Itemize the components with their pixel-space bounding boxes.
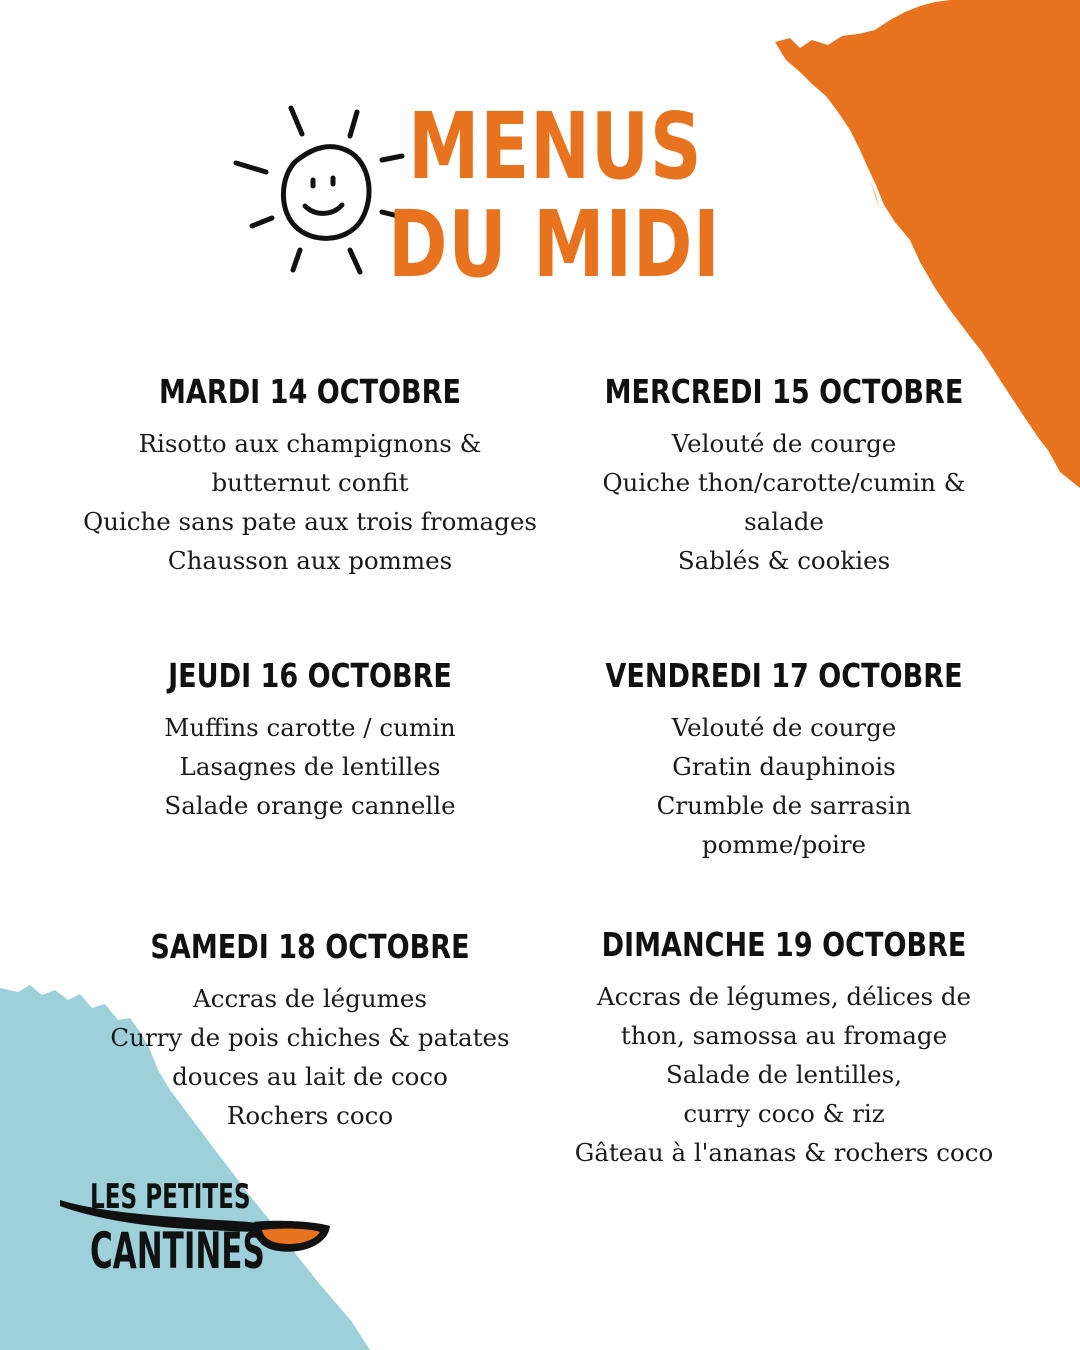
dish-list (60, 424, 560, 580)
day-title: MARDI 14 OCTOBRE (158, 372, 462, 411)
dish-item: Quiche thon/carotte/cumin & (602, 468, 966, 497)
dish-item: Muffins carotte / cumin (164, 713, 456, 742)
dish-list (60, 708, 560, 825)
les-petites-cantines-logo (58, 1176, 348, 1286)
day-title: DIMANCHE 19 OCTOBRE (601, 925, 967, 964)
dish-item: Lasagnes de lentilles (179, 752, 441, 781)
dish-item: Crumble de sarrasin (656, 791, 912, 820)
title-du-midi: DU MIDI (388, 191, 721, 298)
dish-item: Chausson aux pommes (167, 546, 453, 575)
dish-item: Accras de légumes (193, 984, 427, 1013)
dish-item: Sablés & cookies (677, 546, 891, 575)
dish-item: salade (744, 507, 824, 536)
day-block-dimanche (534, 925, 1034, 1172)
dish-item: Salade de lentilles, (665, 1060, 903, 1089)
day-title: SAMEDI 18 OCTOBRE (150, 927, 470, 966)
dish-item: Curry de pois chiches & patates (110, 1023, 510, 1052)
day-block-mercredi (534, 372, 1034, 580)
day-title: MERCREDI 15 OCTOBRE (604, 372, 964, 411)
dish-item: butternut confit (211, 468, 409, 497)
logo-line2: CANTINES (90, 1222, 265, 1280)
day-title: VENDREDI 17 OCTOBRE (605, 656, 963, 695)
day-title: JEUDI 16 OCTOBRE (168, 656, 452, 695)
dish-list (60, 979, 560, 1135)
dish-item: pomme/poire (701, 830, 867, 859)
dish-item: douces au lait de coco (172, 1062, 448, 1091)
day-block-mardi (60, 372, 560, 580)
day-block-vendredi (534, 656, 1034, 864)
dish-item: Velouté de courge (671, 429, 897, 458)
dish-item: Accras de légumes, délices de (596, 982, 972, 1011)
title-menus: MENUS (408, 93, 703, 200)
dish-list (534, 708, 1034, 864)
dish-item: Velouté de courge (671, 713, 897, 742)
dish-item: Rochers coco (226, 1101, 394, 1130)
logo-line1: LES PETITES (90, 1177, 251, 1217)
day-block-samedi (60, 927, 560, 1135)
dish-item: Risotto aux champignons & (138, 429, 482, 458)
dish-item: Gratin dauphinois (672, 752, 896, 781)
day-block-jeudi (60, 656, 560, 825)
dish-item: Quiche sans pate aux trois fromages (83, 507, 537, 536)
dish-list (534, 424, 1034, 580)
dish-item: curry coco & riz (683, 1099, 885, 1128)
dish-list (534, 977, 1034, 1172)
dish-item: thon, samossa au fromage (620, 1021, 948, 1050)
dish-item: Gâteau à l'ananas & rochers coco (574, 1138, 994, 1167)
dish-item: Salade orange cannelle (164, 791, 456, 820)
